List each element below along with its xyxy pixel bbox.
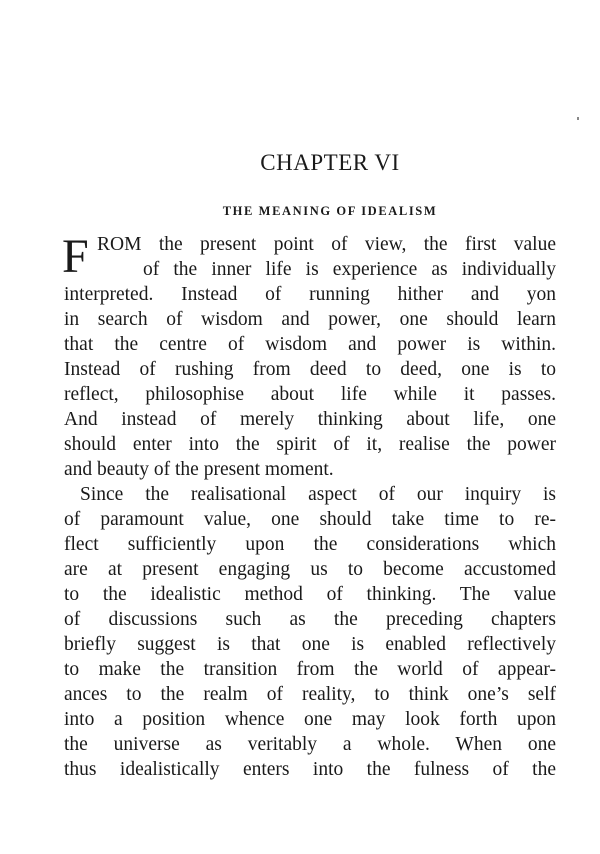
- text-line: flect sufficiently upon the considerations which: [64, 534, 556, 555]
- text-line: briefly suggest is that one is enabled reflectively: [64, 634, 556, 655]
- text-line: reflect, philosophise about life while it passes.: [64, 384, 556, 405]
- drop-cap: F: [62, 230, 89, 283]
- text-line: ances to the realm of reality, to think one’s self: [64, 684, 556, 705]
- text-line: are at present engaging us to become accustomed: [64, 559, 556, 580]
- chapter-heading: CHAPTER VI: [260, 150, 400, 175]
- text-line: thus idealistically enters into the fulness of the: [64, 759, 556, 780]
- text-line: interpreted. Instead of running hither and yon: [64, 284, 556, 305]
- text-line: to make the transition from the world of appear-: [64, 659, 556, 680]
- text-line: the universe as veritably a whole. When one: [64, 734, 556, 755]
- text-line: and beauty of the present moment.: [64, 459, 334, 480]
- chapter-subtitle: THE MEANING OF IDEALISM: [222, 204, 438, 218]
- text-line: that the centre of wisdom and power is within.: [64, 334, 556, 355]
- text-line: in search of wisdom and power, one should learn: [64, 309, 556, 330]
- text-line: ROM the present point of view, the first value: [97, 234, 556, 255]
- text-line: of the inner life is experience as individually: [143, 259, 556, 280]
- text-line: into a position whence one may look forth upon: [64, 709, 556, 730]
- text-line: Since the realisational aspect of our inquiry is: [80, 484, 556, 505]
- text-line: Instead of rushing from deed to deed, one is to: [64, 359, 556, 380]
- scan-speck: [577, 117, 579, 120]
- body-text: [64, 232, 556, 782]
- paragraph: [64, 482, 556, 782]
- paragraph: [64, 232, 556, 482]
- text-line: should enter into the spirit of it, realise the power: [64, 434, 556, 455]
- text-line: of paramount value, one should take time to re-: [64, 509, 556, 530]
- text-line: to the idealistic method of thinking. The value: [64, 584, 556, 605]
- text-line: of discussions such as the preceding chapters: [64, 609, 556, 630]
- text-line: And instead of merely thinking about life, one: [64, 409, 556, 430]
